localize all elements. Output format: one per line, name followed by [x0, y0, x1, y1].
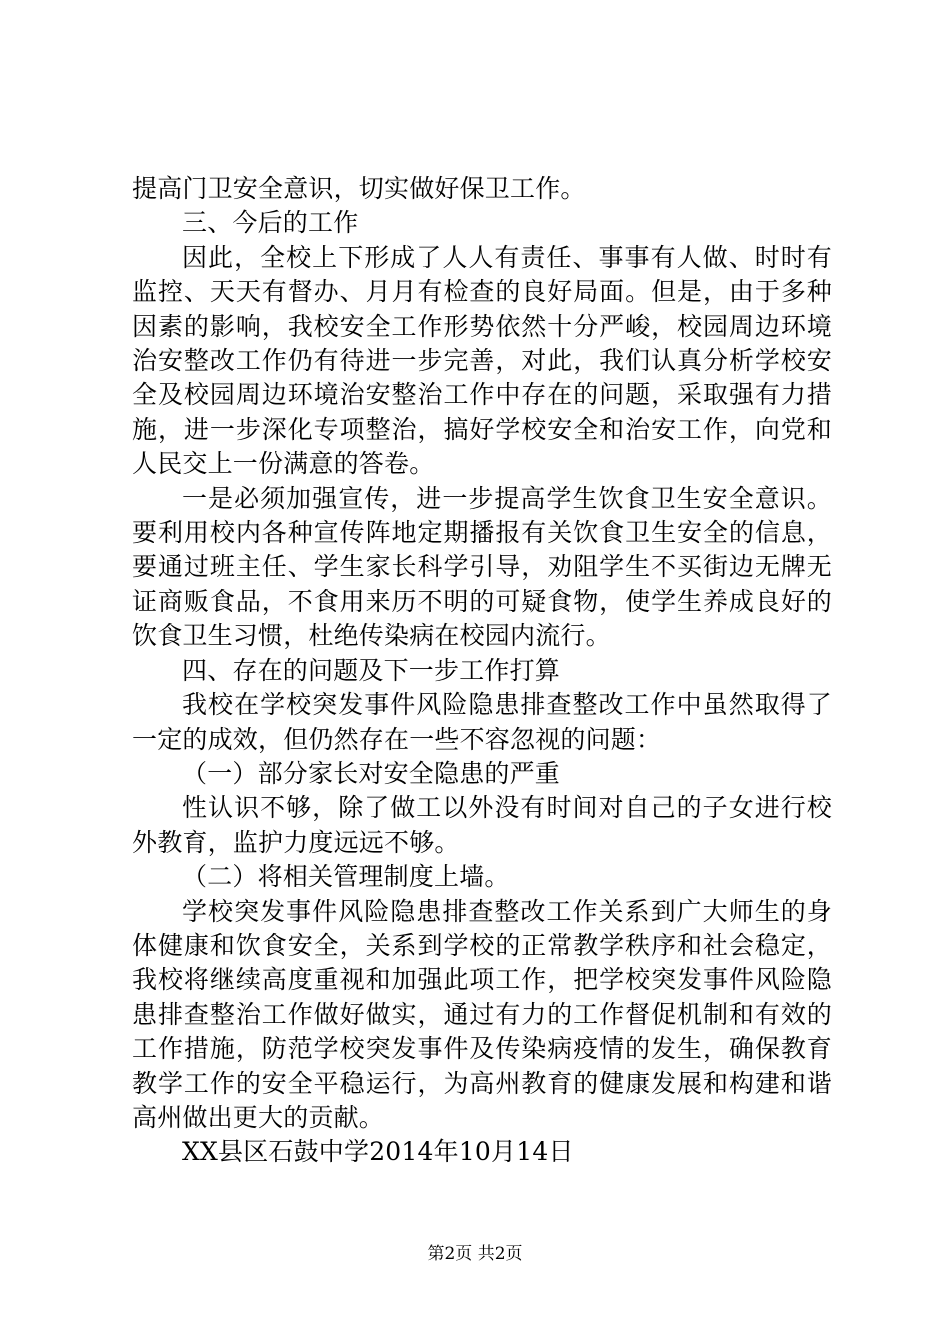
paragraph-6: 我校在学校突发事件风险隐患排查整改工作中虽然取得了一定的成效，但仍然存在一些不容忽视的问题： [132, 690, 832, 754]
subheading-1: （一）部分家长对安全隐患的严重 [182, 758, 561, 788]
section-heading-future-work: 三、今后的工作 [182, 208, 359, 238]
subheading-2: （二）将相关管理制度上墙。 [182, 862, 510, 892]
paragraph-10: 学校突发事件风险隐患排查整改工作关系到广大师生的身体健康和饮食安全，关系到学校的正常教学秩序和社会稳定，我校将继续高度重视和加强此项工作，把学校突发事件风险隐患排查整治工作做好做实，通过有力的工作督促机制和有效的工作措施，防范学校突发事件及传染病疫情的发生，确保教育教学工作的安全平稳运行，为高州教育的健康发展和构建和谐高州做出更大的贡献。 [132, 896, 832, 1132]
page-footer: 第2页 共2页 [427, 1244, 523, 1264]
paragraph-8: 性认识不够，除了做工以外没有时间对自己的子女进行校外教育，监护力度远远不够。 [132, 793, 832, 857]
paragraph-1: 提高门卫安全意识，切实做好保卫工作。 [132, 174, 586, 203]
signature-date: XX县区石鼓中学2014年10月14日 [182, 1137, 574, 1167]
document-body [132, 172, 832, 1170]
paragraph-4: 一是必须加强宣传，进一步提高学生饮食卫生安全意识。要利用校内各种宣传阵地定期播报有关饮食卫生安全的信息，要通过班主任、学生家长科学引导，劝阻学生不买街边无牌无证商贩食品，不食用来历不明的可疑食物，使学生养成良好的饮食卫生习惯，杜绝传染病在校园内流行。 [132, 483, 832, 651]
section-heading-problems: 四、存在的问题及下一步工作打算 [182, 655, 561, 685]
paragraph-3: 因此，全校上下形成了人人有责任、事事有人做、时时有监控、天天有督办、月月有检查的良好局面。但是，由于多种因素的影响，我校安全工作形势依然十分严峻，校园周边环境治安整改工作仍有待进一步完善，对此，我们认真分析学校安全及校园周边环境治安整治工作中存在的问题，采取强有力措施，进一步深化专项整治，搞好学校安全和治安工作，向党和人民交上一份满意的答卷。 [132, 242, 832, 479]
